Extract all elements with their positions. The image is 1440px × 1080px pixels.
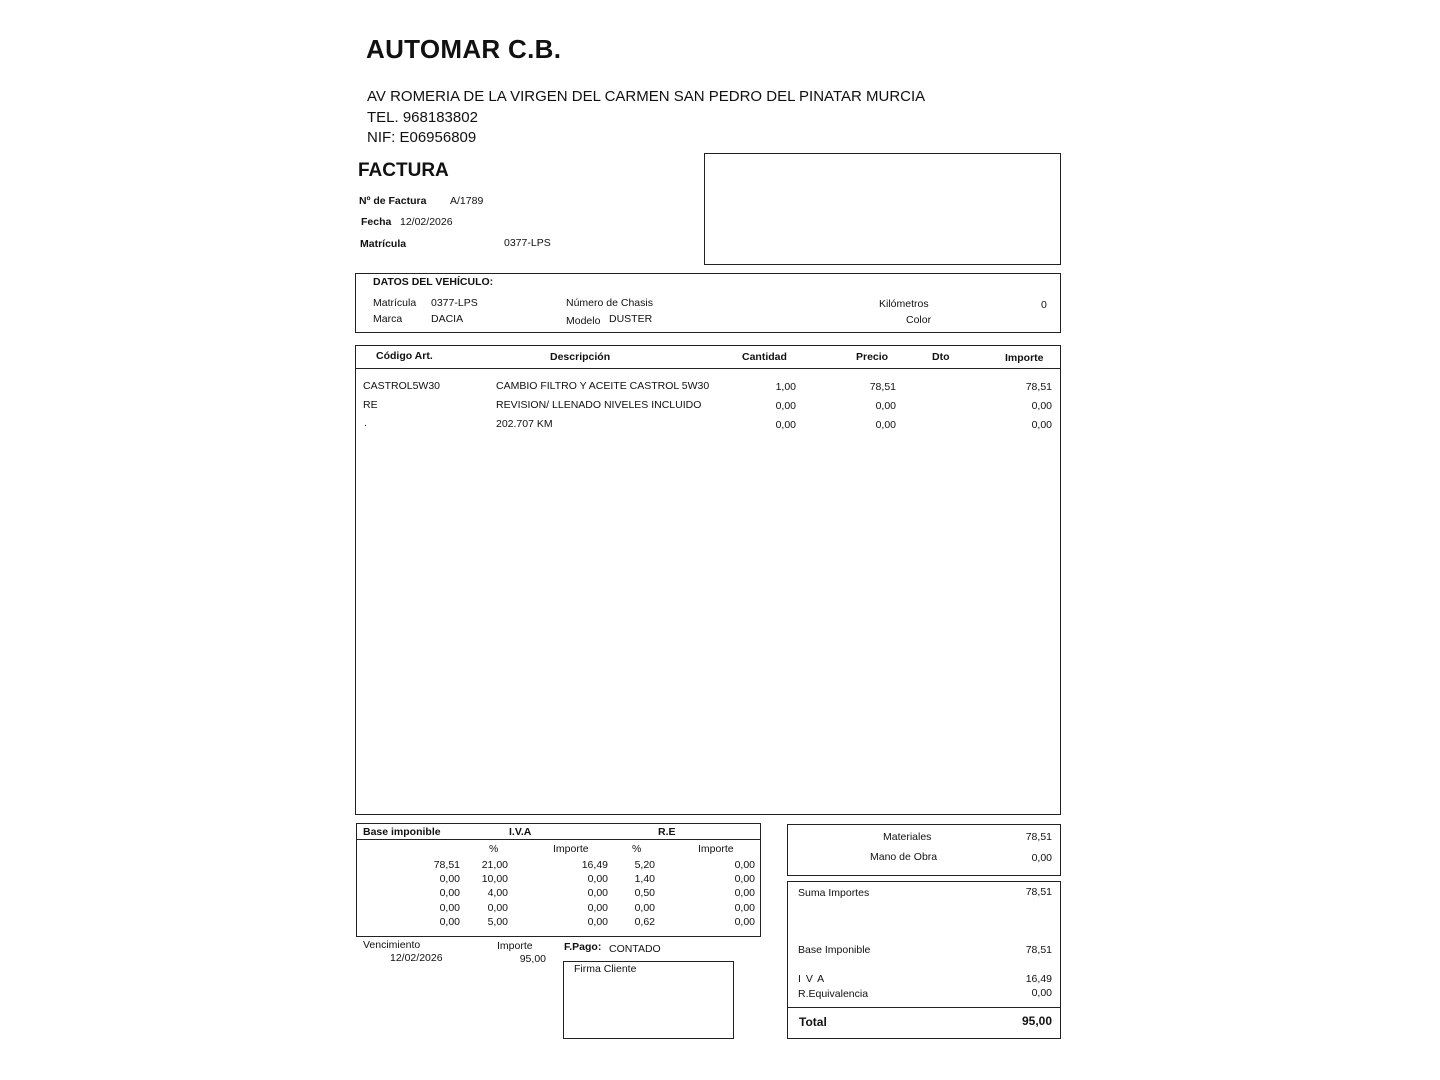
tax-base: 0,00 — [439, 873, 460, 885]
tax-re-amount: 0,00 — [734, 859, 755, 871]
tax-iva-pct-label: % — [489, 843, 499, 855]
iva-label: I V A — [798, 973, 826, 985]
signature-label: Firma Cliente — [574, 963, 637, 975]
tax-iva-pct: 10,00 — [481, 873, 508, 885]
invoice-number-label: Nº de Factura — [359, 195, 427, 207]
item-code: CASTROL5W30 — [363, 380, 441, 392]
tax-re-amount-label: Importe — [698, 843, 734, 855]
payment-amount-label: Importe — [497, 940, 533, 952]
customer-box — [704, 153, 1061, 265]
materials-label: Materiales — [883, 831, 932, 843]
payment-method: CONTADO — [609, 943, 661, 955]
tax-iva-label: I.V.A — [509, 826, 532, 838]
item-description: CAMBIO FILTRO Y ACEITE CASTROL 5W30 — [496, 380, 710, 392]
base-value: 78,51 — [1025, 944, 1052, 956]
tax-base: 78,51 — [433, 859, 460, 871]
tax-re-pct: 0,50 — [634, 887, 655, 899]
tax-iva-pct: 21,00 — [481, 859, 508, 871]
item-quantity: 0,00 — [775, 400, 796, 412]
tax-re-amount: 0,00 — [734, 916, 755, 928]
item-price: 0,00 — [875, 419, 896, 431]
item-code: . — [364, 417, 367, 429]
vehicle-brand-label: Marca — [373, 313, 403, 325]
sum-label: Suma Importes — [798, 887, 870, 899]
tax-re-amount: 0,00 — [734, 873, 755, 885]
tax-iva-amount: 16,49 — [581, 859, 608, 871]
invoice-plate: 0377-LPS — [504, 237, 551, 249]
item-amount: 78,51 — [1025, 381, 1052, 393]
vehicle-plate: 0377-LPS — [431, 297, 478, 309]
vehicle-heading: DATOS DEL VEHÍCULO: — [373, 276, 494, 288]
header-amount: Importe — [1005, 352, 1044, 364]
tax-iva-amount: 0,00 — [587, 902, 608, 914]
item-code: RE — [363, 399, 378, 411]
header-discount: Dto — [932, 351, 950, 363]
re-value: 0,00 — [1031, 987, 1052, 999]
vehicle-model: DUSTER — [609, 313, 653, 325]
items-header-divider — [356, 368, 1060, 369]
tax-re-amount: 0,00 — [734, 887, 755, 899]
tax-re-amount: 0,00 — [734, 902, 755, 914]
tax-base: 0,00 — [439, 902, 460, 914]
tax-re-pct-label: % — [632, 843, 642, 855]
payment-amount: 95,00 — [519, 953, 546, 965]
sum-value: 78,51 — [1025, 886, 1052, 898]
item-price: 78,51 — [869, 381, 896, 393]
item-quantity: 1,00 — [775, 381, 796, 393]
item-amount: 0,00 — [1031, 400, 1052, 412]
tax-base-label: Base imponible — [363, 826, 441, 838]
total-divider — [788, 1007, 1060, 1008]
header-price: Precio — [856, 351, 889, 363]
vehicle-plate-label: Matrícula — [373, 297, 417, 309]
tax-iva-amount: 0,00 — [587, 873, 608, 885]
invoice-date-label: Fecha — [361, 216, 392, 228]
invoice-date: 12/02/2026 — [400, 216, 453, 228]
total-label: Total — [799, 1015, 827, 1029]
company-nif: NIF: E06956809 — [367, 129, 477, 146]
tax-base: 0,00 — [439, 916, 460, 928]
header-code: Código Art. — [376, 350, 433, 362]
payment-method-label: F.Pago: — [564, 941, 602, 953]
tax-iva-pct: 4,00 — [487, 887, 508, 899]
tax-iva-amount: 0,00 — [587, 916, 608, 928]
vehicle-color-label: Color — [906, 314, 932, 326]
vehicle-chassis-label: Número de Chasis — [566, 297, 653, 309]
tax-header-divider — [357, 839, 760, 840]
tax-re-pct: 0,62 — [634, 916, 655, 928]
vehicle-model-label: Modelo — [566, 315, 601, 327]
tax-iva-pct: 5,00 — [487, 916, 508, 928]
vehicle-brand: DACIA — [431, 313, 464, 325]
header-description: Descripción — [550, 351, 611, 363]
materials-value: 78,51 — [1025, 831, 1052, 843]
due-label: Vencimiento — [363, 939, 421, 951]
tax-re-pct: 5,20 — [634, 859, 655, 871]
item-description: 202.707 KM — [496, 418, 553, 430]
iva-value: 16,49 — [1025, 973, 1052, 985]
tax-base: 0,00 — [439, 887, 460, 899]
invoice-number: A/1789 — [450, 195, 484, 207]
invoice-title: FACTURA — [358, 160, 449, 181]
total-value: 95,00 — [1021, 1014, 1052, 1028]
re-label: R.Equivalencia — [798, 988, 869, 1000]
labour-value: 0,00 — [1031, 852, 1052, 864]
labour-label: Mano de Obra — [870, 851, 938, 863]
item-description: REVISION/ LLENADO NIVELES INCLUIDO — [496, 399, 702, 411]
company-name: AUTOMAR C.B. — [366, 34, 562, 64]
vehicle-km-label: Kilómetros — [879, 298, 929, 310]
company-phone: TEL. 968183802 — [367, 109, 478, 126]
company-address: AV ROMERIA DE LA VIRGEN DEL CARMEN SAN PEDRO DEL PINATAR MURCIA — [367, 88, 926, 105]
item-quantity: 0,00 — [775, 419, 796, 431]
items-table — [355, 345, 1061, 815]
tax-iva-pct: 0,00 — [487, 902, 508, 914]
tax-iva-amount: 0,00 — [587, 887, 608, 899]
invoice-plate-label: Matrícula — [360, 238, 407, 250]
tax-re-label: R.E — [658, 826, 676, 838]
header-quantity: Cantidad — [742, 351, 787, 363]
due-date: 12/02/2026 — [390, 952, 443, 964]
tax-re-pct: 0,00 — [634, 902, 655, 914]
item-amount: 0,00 — [1031, 419, 1052, 431]
base-label: Base Imponible — [798, 944, 871, 956]
vehicle-km: 0 — [1041, 299, 1047, 311]
tax-iva-amount-label: Importe — [553, 843, 589, 855]
tax-re-pct: 1,40 — [634, 873, 655, 885]
item-price: 0,00 — [875, 400, 896, 412]
